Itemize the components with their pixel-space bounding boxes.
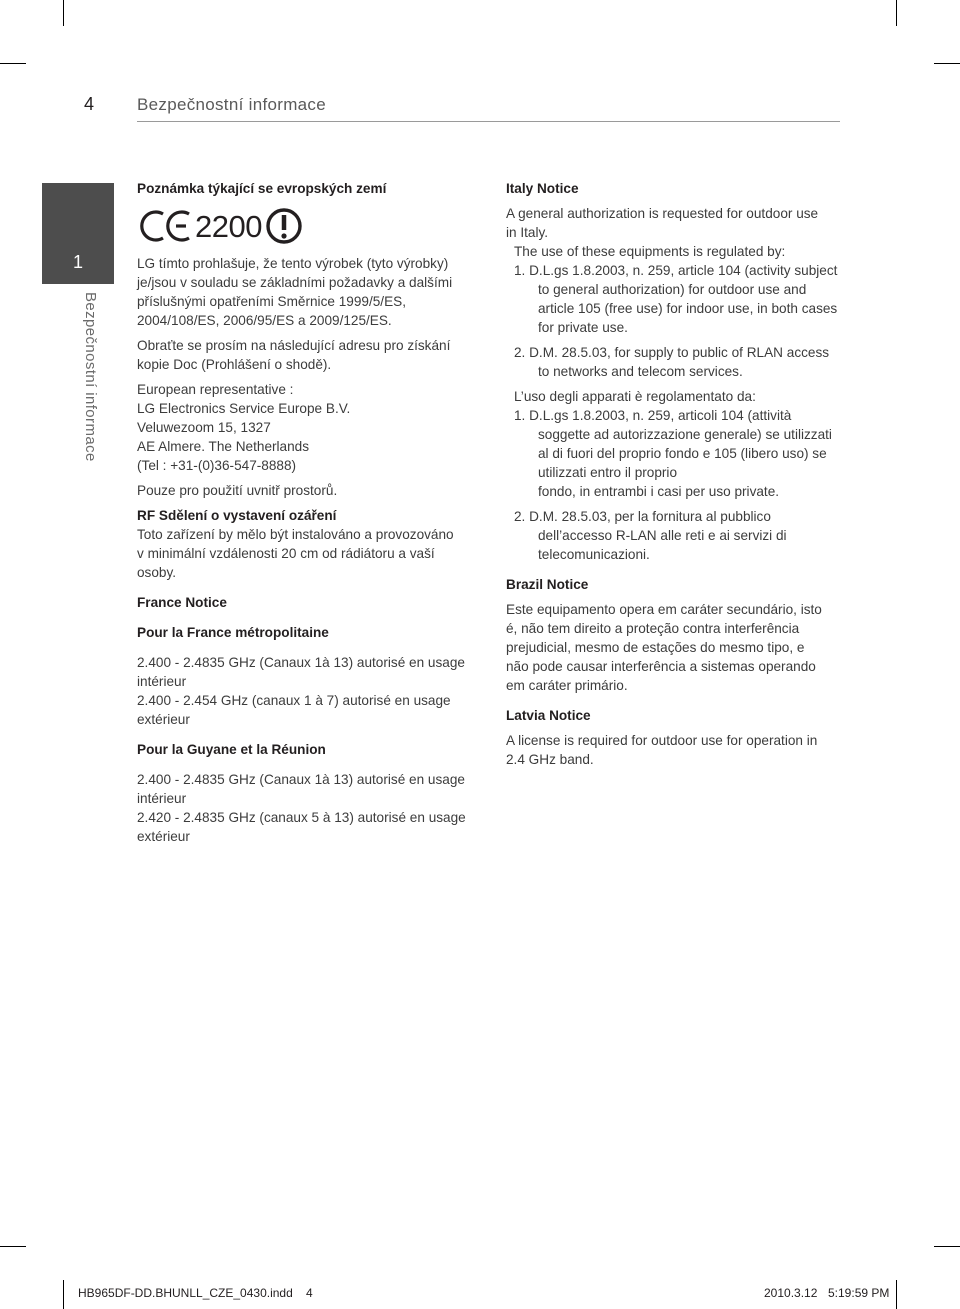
header-rule bbox=[137, 121, 840, 122]
left-column bbox=[137, 179, 482, 846]
rf-exposure-heading: RF Sdělení o vystavení ozáření bbox=[137, 508, 337, 523]
crop-mark bbox=[63, 0, 64, 26]
alert-circle-icon bbox=[265, 207, 303, 245]
footer-time: 5:19:59 PM bbox=[828, 1286, 890, 1300]
crop-mark bbox=[0, 1246, 26, 1247]
contact-intro-text: Obraťte se prosím na následující adresu pro získání kopie Doc (Prohlášení o shodě). bbox=[137, 338, 451, 372]
brazil-notice-text: Este equipamento opera em caráter secundário, isto é, não tem direito a proteção contra interferência prejudicial, mesmo de estações do mesmo tipo, e não pode causar interferência a sistemas operando em caráter primário. bbox=[506, 602, 822, 693]
crop-mark bbox=[896, 1280, 897, 1309]
crop-mark bbox=[934, 1246, 960, 1247]
chapter-side-label: Bezpečnostní informace bbox=[82, 292, 99, 462]
crop-mark bbox=[0, 63, 26, 64]
representative-address: European representative : LG Electronics Service Europe B.V. Veluwezoom 15, 1327 AE Almere. The Netherlands (Tel : +31-(0)36-547-8888) bbox=[137, 382, 351, 473]
page-header-title: Bezpečnostní informace bbox=[137, 95, 326, 114]
guyane-reunion-text: 2.400 - 2.4835 GHz (Canaux 1à 13) autorisé en usage intérieur 2.420 - 2.4835 GHz (canaux 5 à 13) autorisé en usage extérieur bbox=[137, 772, 466, 844]
footer-date: 2010.3.12 bbox=[764, 1286, 818, 1300]
latvia-notice-text: A license is required for outdoor use for operation in 2.4 GHz band. bbox=[506, 733, 818, 767]
crop-mark bbox=[63, 1280, 64, 1309]
crop-mark bbox=[934, 63, 960, 64]
italy-notice-heading: Italy Notice bbox=[506, 181, 579, 196]
italy-it-regulated-text: L’uso degli apparati è regolamentato da: bbox=[514, 389, 756, 404]
brazil-notice-heading: Brazil Notice bbox=[506, 577, 589, 592]
chapter-number: 1 bbox=[72, 252, 83, 272]
italy-en-item-2: 2. D.M. 28.5.03, for supply to public of RLAN access to networks and telecom services. bbox=[514, 345, 830, 379]
guyane-reunion-heading: Pour la Guyane et la Réunion bbox=[137, 742, 326, 757]
italy-en-item-1: 1. D.L.gs 1.8.2003, n. 259, article 104 (activity subject to general authorization) for outdoor use and article 105 (free use) for indoor use, in both cases for private use. bbox=[514, 263, 838, 335]
ce-marking bbox=[139, 204, 482, 248]
italy-intro-text: A general authorization is requested for outdoor use in Italy. bbox=[506, 206, 819, 240]
ce-logo-icon bbox=[139, 209, 193, 243]
france-notice-heading: France Notice bbox=[137, 595, 227, 610]
eu-notice-heading: Poznámka týkající se evropských zemí bbox=[137, 181, 387, 196]
italy-en-regulated-text: The use of these equipments is regulated by: bbox=[514, 244, 786, 259]
latvia-notice-heading: Latvia Notice bbox=[506, 708, 591, 723]
notified-body-number: 2200 bbox=[195, 208, 262, 244]
declaration-text: LG tímto prohlašuje, že tento výrobek (tyto výrobky) je/jsou v souladu se základními požadavky a dalšími příslušnými opatřeními Směrnice 1999/5/ES, 2004/108/ES, 2006/95/ES a 2009/125/ES. bbox=[137, 256, 453, 328]
rf-exposure-text: Toto zařízení by mělo být instalováno a provozováno v minimální vzdálenosti 20 cm od rádiátoru a vaší osoby. bbox=[137, 527, 454, 580]
italy-it-item-1: 1. D.L.gs 1.8.2003, n. 259, articoli 104 (attività soggette ad autorizzazione generale) se utilizzati al di fuori del proprio fondo e 105 (libero uso) se utilizzati entro il proprio fondo, in entrambi i casi per uso private. bbox=[514, 408, 832, 499]
footer-file-page: 4 bbox=[306, 1286, 313, 1300]
crop-mark bbox=[896, 0, 897, 26]
page-number: 4 bbox=[84, 94, 95, 114]
footer-file-name: HB965DF-DD.BHUNLL_CZE_0430.indd bbox=[78, 1286, 293, 1300]
france-metro-text: 2.400 - 2.4835 GHz (Canaux 1à 13) autorisé en usage intérieur 2.400 - 2.454 GHz (canaux 1 à 7) autorisé en usage extérieur bbox=[137, 655, 465, 727]
france-metro-heading: Pour la France métropolitaine bbox=[137, 625, 329, 640]
italy-it-item-2: 2. D.M. 28.5.03, per la fornitura al pubblico dell’accesso R-LAN alle reti e ai servizi di telecomunicazioni. bbox=[514, 509, 787, 562]
right-column bbox=[506, 179, 851, 769]
indoor-only-note: Pouze pro použití uvnitř prostorů. bbox=[137, 483, 338, 498]
